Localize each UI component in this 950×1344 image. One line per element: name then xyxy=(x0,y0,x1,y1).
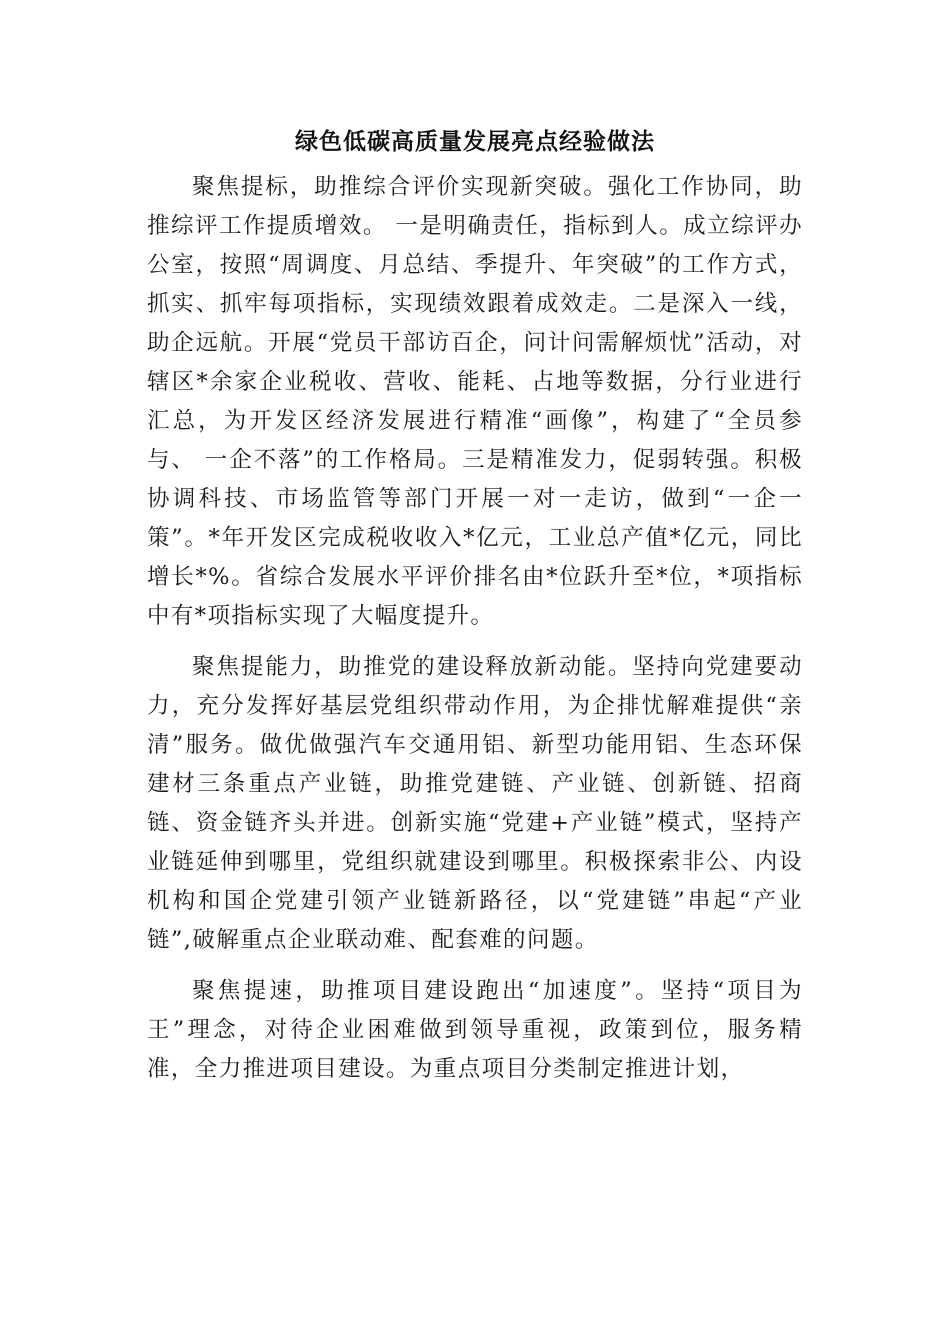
paragraph-2: 聚焦提能力，助推党的建设释放新动能。坚持向党建要动力，充分发挥好基层党组织带动作用，为企排忧解难提供“亲清”服务。做优做强汽车交通用铝、新型功能用铝、生态环保建材三条重点产业链，助推党建链、产业链、创新链、招商链、资金链齐头并进。创新实施“党建+产业链”模式，坚持产业链延伸到哪里，党组织就建设到哪里。积极探索非公、内设机构和国企党建引领产业链新路径，以“党建链”串起“产业链”,破解重点企业联动难、配套难的问题。 xyxy=(147,654,803,953)
document-title: 绿色低碳高质量发展亮点经验做法 xyxy=(295,128,655,155)
paragraph-3: 聚焦提速，助推项目建设跑出“加速度”。坚持“项目为王”理念，对待企业困难做到领导重视，政策到位，服务精准，全力推进项目建设。为重点项目分类制定推进计划， xyxy=(147,978,803,1082)
document-body xyxy=(147,168,803,1101)
paragraph-1: 聚焦提标，助推综合评价实现新突破。强化工作协同，助推综评工作提质增效。 一是明确责任，指标到人。成立综评办公室，按照“周调度、月总结、季提升、年突破”的工作方式，抓实、抓牢每项指标，实现绩效跟着成效走。二是深入一线，助企远航。开展“党员干部访百企，问计问需解烦忧”活动，对辖区*余家企业税收、营收、能耗、占地等数据，分行业进行汇总，为开发区经济发展进行精准“画像”，构建了“全员参与、 一企不落”的工作格局。三是精准发力，促弱转强。积极协调科技、市场监管等部门开展一对一走访，做到“一企一策”。*年开发区完成税收收入*亿元，工业总产值*亿元，同比增长*%。省综合发展水平评价排名由*位跃升至*位，*项指标中有*项指标实现了大幅度提升。 xyxy=(147,174,803,629)
